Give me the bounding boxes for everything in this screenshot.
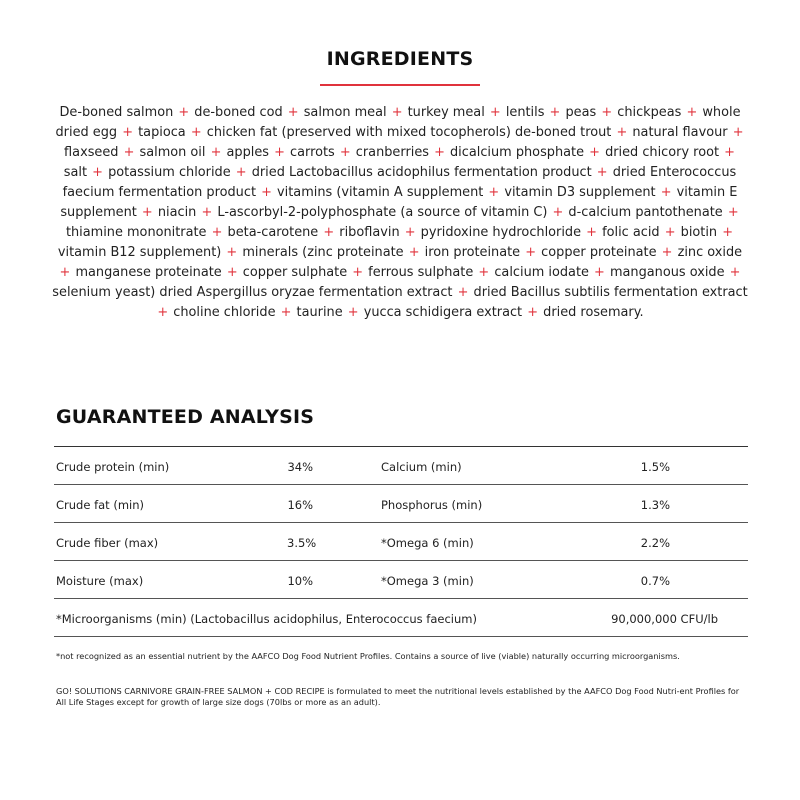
title-underline: [320, 84, 480, 86]
ingredient-item: chicken fat (preserved with mixed tocopherols) de-boned trout: [206, 125, 612, 140]
nutrient-label: *Omega 3 (min): [381, 574, 474, 588]
ingredient-item: turkey meal: [407, 105, 485, 120]
plus-separator-icon: +: [732, 125, 744, 140]
plus-separator-icon: +: [274, 145, 285, 160]
ingredient-item: salt: [63, 165, 88, 180]
nutrient-value: 0.7%: [640, 574, 670, 588]
plus-separator-icon: +: [664, 225, 676, 240]
plus-separator-icon: +: [92, 165, 103, 180]
plus-separator-icon: +: [729, 265, 741, 280]
ingredient-item: riboflavin: [339, 225, 400, 240]
plus-separator-icon: +: [660, 185, 672, 200]
ingredient-item: selenium yeast) dried Aspergillus oryzae fermentation extract: [52, 285, 453, 300]
ingredient-item: vitamin D3 supplement: [504, 185, 656, 200]
table-row: [54, 447, 748, 485]
ingredient-item: pyridoxine hydrochloride: [420, 225, 582, 240]
ingredient-item: dried rosemary.: [543, 305, 644, 320]
ingredient-item: dried Lactobacillus acidophilus fermentation product: [251, 165, 592, 180]
plus-separator-icon: +: [724, 145, 735, 160]
ingredient-item: salmon meal: [303, 105, 387, 120]
ingredient-item: minerals (zinc proteinate: [242, 245, 404, 260]
nutrient-label: Calcium (min): [381, 460, 462, 474]
table-row: [54, 523, 748, 561]
plus-separator-icon: +: [157, 305, 169, 320]
plus-separator-icon: +: [457, 285, 469, 300]
nutrient-value: 16%: [287, 498, 313, 512]
ingredient-item: yucca schidigera extract: [363, 305, 523, 320]
plus-separator-icon: +: [549, 105, 561, 120]
plus-separator-icon: +: [589, 145, 600, 160]
table-row: [54, 599, 748, 637]
plus-separator-icon: +: [596, 165, 608, 180]
ingredient-item: manganese proteinate: [75, 265, 222, 280]
ingredient-item: salmon oil: [139, 145, 206, 160]
ingredient-item: thiamine mononitrate: [65, 225, 207, 240]
ingredient-item: iron proteinate: [424, 245, 521, 260]
nutrient-label: Crude protein (min): [56, 460, 170, 474]
ingredient-item: copper proteinate: [541, 245, 657, 260]
plus-separator-icon: +: [323, 225, 335, 240]
nutrient-value: 2.2%: [640, 536, 670, 550]
ingredient-item: tapioca: [138, 125, 186, 140]
ingredient-item: flaxseed: [64, 145, 119, 160]
ingredient-item: apples: [226, 145, 269, 160]
plus-separator-icon: +: [210, 145, 222, 160]
plus-separator-icon: +: [201, 205, 213, 220]
ingredient-item: L-ascorbyl-2-polyphosphate (a source of vitamin C): [217, 205, 548, 220]
plus-separator-icon: +: [525, 245, 537, 260]
guaranteed-analysis-table: [54, 446, 748, 637]
guaranteed-analysis-title: GUARANTEED ANALYSIS: [56, 406, 315, 428]
ingredient-item: whole dried egg: [55, 105, 741, 140]
ingredient-item: lentils: [505, 105, 545, 120]
ingredient-item: niacin: [157, 205, 197, 220]
plus-separator-icon: +: [616, 125, 628, 140]
plus-separator-icon: +: [339, 145, 351, 160]
ingredient-item: biotin: [680, 225, 718, 240]
ingredient-item: potassium chloride: [108, 165, 231, 180]
plus-separator-icon: +: [434, 145, 445, 160]
nutrient-label: Phosphorus (min): [381, 498, 483, 512]
nutrient-value: 3.5%: [287, 536, 317, 550]
ingredient-item: de-boned cod: [194, 105, 283, 120]
table-row: [54, 561, 748, 599]
ingredients-title: INGREDIENTS: [326, 48, 474, 70]
nutrient-value: 34%: [287, 460, 313, 474]
plus-separator-icon: +: [722, 225, 734, 240]
plus-separator-icon: +: [211, 225, 223, 240]
plus-separator-icon: +: [352, 265, 364, 280]
ingredient-item: manganous oxide: [609, 265, 725, 280]
ingredient-item: taurine: [296, 305, 343, 320]
nutrient-value: 1.5%: [640, 460, 670, 474]
plus-separator-icon: +: [686, 105, 698, 120]
plus-separator-icon: +: [404, 225, 416, 240]
plus-separator-icon: +: [261, 185, 272, 200]
plus-separator-icon: +: [122, 125, 133, 140]
ingredient-item: ferrous sulphate: [368, 265, 474, 280]
plus-separator-icon: +: [123, 145, 135, 160]
ingredient-item: dicalcium phosphate: [450, 145, 585, 160]
plus-separator-icon: +: [488, 185, 500, 200]
plus-separator-icon: +: [226, 265, 238, 280]
ingredient-item: vitamins (vitamin A supplement: [277, 185, 484, 200]
nutrient-label: Moisture (max): [56, 574, 144, 588]
ingredient-item: De-boned salmon: [59, 105, 174, 120]
ingredient-item: zinc oxide: [677, 245, 743, 260]
ingredient-item: copper sulphate: [242, 265, 348, 280]
ingredient-item: d-calcium pantothenate: [568, 205, 723, 220]
ingredient-item: beta-carotene: [227, 225, 319, 240]
plus-separator-icon: +: [235, 165, 247, 180]
plus-separator-icon: +: [59, 265, 71, 280]
table-row: [54, 485, 748, 523]
plus-separator-icon: +: [661, 245, 673, 260]
nutrient-label: *Omega 6 (min): [381, 536, 474, 550]
nutrient-label: Crude fat (min): [56, 498, 144, 512]
plus-separator-icon: +: [347, 305, 359, 320]
plus-separator-icon: +: [478, 265, 490, 280]
ingredient-item: natural flavour: [632, 125, 728, 140]
plus-separator-icon: +: [226, 245, 238, 260]
ingredient-item: vitamin E supplement: [60, 185, 738, 220]
plus-separator-icon: +: [527, 305, 539, 320]
nutrient-label: *Microorganisms (min) (Lactobacillus acidophilus, Enterococcus faecium): [56, 612, 477, 626]
plus-separator-icon: +: [190, 125, 202, 140]
plus-separator-icon: +: [586, 225, 597, 240]
nutrient-label: Crude fiber (max): [56, 536, 159, 550]
footnote: *not recognized as an essential nutrient by the AAFCO Dog Food Nutrient Profiles. Contains a source of live (viable) naturally occurring microorganisms.: [56, 651, 680, 661]
plus-separator-icon: +: [287, 105, 299, 120]
ingredient-item: peas: [565, 105, 597, 120]
ingredients-list: [52, 103, 748, 323]
plus-separator-icon: +: [391, 105, 403, 120]
nutrient-value: 90,000,000 CFU/lb: [611, 612, 718, 626]
plus-separator-icon: +: [178, 105, 190, 120]
plus-separator-icon: +: [552, 205, 564, 220]
ingredient-item: carrots: [290, 145, 335, 160]
ingredient-item: dried chicory root: [605, 145, 720, 160]
plus-separator-icon: +: [594, 265, 605, 280]
nutrient-value: 1.3%: [640, 498, 670, 512]
ingredient-item: choline chloride: [173, 305, 276, 320]
nutrient-value: 10%: [287, 574, 313, 588]
ingredient-item: dried Enterococcus faecium fermentation product: [62, 165, 737, 200]
plus-separator-icon: +: [408, 245, 420, 260]
ingredient-item: chickpeas: [617, 105, 682, 120]
ingredient-item: dried Bacillus subtilis fermentation extract: [473, 285, 748, 300]
plus-separator-icon: +: [727, 205, 739, 220]
ingredient-item: cranberries: [355, 145, 429, 160]
aafco-statement: GO! SOLUTIONS CARNIVORE GRAIN-FREE SALMON + COD RECIPE is formulated to meet the nutritional levels established by the AAFCO Dog Food Nutri-ent Profiles for All Life Stages except for growth of large size dogs (70lbs or more as an adult).: [56, 686, 740, 707]
plus-separator-icon: +: [280, 305, 292, 320]
ingredient-item: vitamin B12 supplement): [57, 245, 222, 260]
plus-separator-icon: +: [141, 205, 153, 220]
plus-separator-icon: +: [489, 105, 501, 120]
ingredient-item: calcium iodate: [494, 265, 589, 280]
ingredient-item: folic acid: [602, 225, 660, 240]
plus-separator-icon: +: [601, 105, 613, 120]
